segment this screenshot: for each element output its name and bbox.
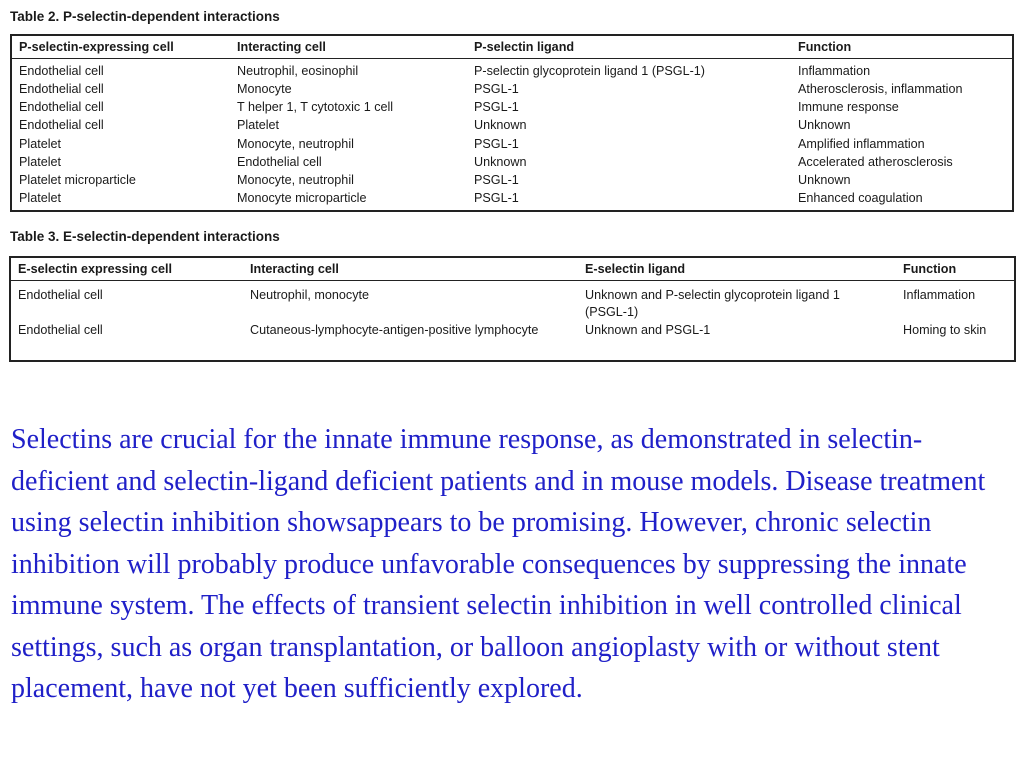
table2-cell: Monocyte microparticle (237, 191, 367, 205)
table2-cell: Unknown (798, 118, 851, 132)
table3-cell: Inflammation (903, 288, 976, 302)
table3-cell: Endothelial cell (18, 288, 103, 302)
table3-header-ligand: E-selectin ligand (585, 262, 686, 276)
table2-cell: PSGL-1 (474, 191, 519, 205)
table2-cell: Atherosclerosis, inflammation (798, 82, 963, 96)
table2 (10, 34, 1014, 212)
table2-cell: Platelet (19, 137, 62, 151)
table2-cell: Accelerated atherosclerosis (798, 155, 953, 169)
table3-cell: Neutrophil, monocyte (250, 288, 370, 302)
table2-cell: P-selectin glycoprotein ligand 1 (PSGL-1) (474, 64, 705, 78)
table2-caption: Table 2. P-selectin-dependent interactions (10, 9, 280, 24)
table3-cell: Endothelial cell (18, 323, 103, 337)
table2-header-interacting-cell: Interacting cell (237, 40, 326, 54)
table2-cell: PSGL-1 (474, 137, 519, 151)
table3-header-expressing-cell: E-selectin expressing cell (18, 262, 172, 276)
table2-cell: Amplified inflammation (798, 137, 925, 151)
summary-paragraph: Selectins are crucial for the innate immune response, as demonstrated in selectin-deficient and selectin-ligand deficient patients and in mouse models. Disease treatment using selectin inhibition showsappears to be promising. However, chronic selectin inhibition will probably produce unfavorable consequences by suppressing the innate immune system. The effects of transient selectin inhibition in well controlled clinical settings, such as organ transplantation, or balloon angioplasty with or without stent placement, have not yet been sufficiently explored. (11, 424, 986, 704)
table2-cell: Inflammation (798, 64, 871, 78)
table2-header-ligand: P-selectin ligand (474, 40, 575, 54)
table2-cell: Enhanced coagulation (798, 191, 923, 205)
table3-header-interacting-cell: Interacting cell (250, 262, 339, 276)
table2-cell: Monocyte (237, 82, 292, 96)
table2-cell: Neutrophil, eosinophil (237, 64, 359, 78)
table3-cell: Unknown and PSGL-1 (585, 323, 711, 337)
table2-cell: Platelet (237, 118, 280, 132)
table3-header-function: Function (903, 262, 957, 276)
table2-cell: Endothelial cell (237, 155, 322, 169)
table3-caption: Table 3. E-selectin-dependent interactions (10, 229, 280, 244)
table2-cell: Unknown (798, 173, 851, 187)
table3 (9, 256, 1016, 362)
table3-cell: Cutaneous-lymphocyte-antigen-positive lymphocyte (250, 323, 539, 337)
table3-cell: Homing to skin (903, 323, 987, 337)
table2-header-function: Function (798, 40, 852, 54)
table2-cell: Endothelial cell (19, 82, 104, 96)
table2-cell: Endothelial cell (19, 64, 104, 78)
table2-cell: PSGL-1 (474, 173, 519, 187)
table2-cell: Endothelial cell (19, 100, 104, 114)
table2-cell: Platelet (19, 155, 62, 169)
table2-cell: Platelet microparticle (19, 173, 136, 187)
table2-cell: Platelet (19, 191, 62, 205)
table3-cell: Unknown and P-selectin glycoprotein ligand 1 (PSGL-1) (585, 288, 840, 319)
table2-cell: Immune response (798, 100, 899, 114)
table2-cell: PSGL-1 (474, 100, 519, 114)
table2-header-expressing-cell: P-selectin-expressing cell (19, 40, 174, 54)
table2-cell: PSGL-1 (474, 82, 519, 96)
table2-cell: Endothelial cell (19, 118, 104, 132)
table2-cell: Unknown (474, 155, 527, 169)
table2-cell: Monocyte, neutrophil (237, 137, 354, 151)
table2-cell: Unknown (474, 118, 527, 132)
table2-cell: T helper 1, T cytotoxic 1 cell (237, 100, 394, 114)
table2-cell: Monocyte, neutrophil (237, 173, 354, 187)
